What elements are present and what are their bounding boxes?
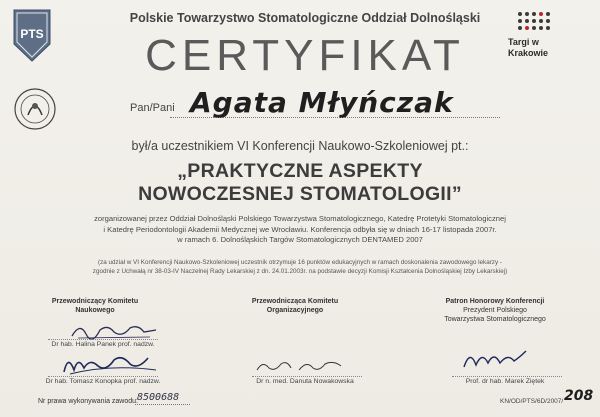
license-number-value: 8500688: [137, 392, 180, 403]
handwritten-number: 208: [564, 388, 594, 404]
organizer-paragraph: [30, 214, 570, 246]
signer-zietek: Prof. dr hab. Marek Ziętek: [465, 378, 545, 385]
society-name: Polskie Towarzystwo Stomatologiczne Oddział Dolnośląski: [129, 11, 481, 25]
patron-title-line3: Towarzystwa Stomatologicznego: [444, 316, 546, 323]
points-note: [40, 259, 560, 276]
license-number-line: [135, 404, 190, 405]
reference-code: KN/OD/PTS/6D/2007/: [500, 398, 564, 405]
license-number-label: Nr prawa wykonywania zawodu:: [38, 398, 138, 405]
organizing-committee-title: [230, 297, 360, 315]
organizer-line2: i Katedrę Periodontologii Akademii Medycznej we Wrocławiu. Konferencja odbyła się w dniach 16-17 listopada 2007r.: [103, 224, 497, 234]
signature-line-4: [452, 376, 562, 377]
signature-line-2: [48, 376, 158, 377]
signer-panek: Dr hab. Halina Panek prof. nadzw.: [51, 341, 155, 348]
organizing-title-line1: Przewodnicząca Komitetu: [251, 298, 339, 305]
organizer-line3: w ramach 6. Dolnośląskich Targów Stomatologicznych DENTAMED 2007: [177, 235, 423, 244]
targi-logo-text: Targi w Krakowie: [508, 37, 549, 58]
name-underline: [170, 117, 500, 118]
organizer-line1: zorganizowanej przez Oddział Dolnośląski Polskiego Towarzystwa Stomatologicznego, Katedrę Protetyki Stomatologicznej: [94, 214, 506, 223]
patron-title-line2: Prezydent Polskiego: [463, 307, 527, 314]
round-seal-icon: [13, 87, 57, 131]
pts-logo-text: PTS: [20, 27, 44, 41]
points-line2: zgodnie z Uchwałą nr 38-03-IV Naczelnej Rady Lekarskiej z dn. 24.01.2003r. na podstawie decyzji Komisji Kształcenia Dolnośląskiej Izby Lekarskiej): [92, 267, 508, 275]
points-line1: (za udział w VI Konferencji Naukowo-Szkoleniowej uczestnik otrzymuje 16 punktów edukacyjnych w ramach doskonalenia zawodowego lekarzy -: [98, 259, 502, 266]
recipient-name: Agata Młyńczak: [190, 86, 454, 119]
signature-zietek-icon: [460, 345, 530, 373]
conference-title-line1: „PRAKTYCZNE ASPEKTY: [177, 160, 423, 182]
signature-nowakowska-icon: [255, 356, 345, 376]
signature-konopka-icon: [60, 350, 160, 378]
signer-nowakowska: Dr n. med. Danuta Nowakowska: [256, 378, 354, 385]
targi-dots-icon: [516, 10, 556, 36]
conference-title: [60, 160, 540, 206]
participant-text: był/a uczestnikiem VI Konferencji Naukowo-Szkoleniowej pt.:: [131, 139, 469, 153]
signer-konopka: Dr hab. Tomasz Konopka prof. nadzw.: [45, 378, 161, 385]
pts-logo-icon: [12, 8, 52, 63]
certificate-title: CERTYFIKAT: [145, 31, 465, 80]
organizing-title-line2: Organizacyjnego: [266, 307, 324, 314]
patron-title: [420, 297, 570, 324]
signature-line-1: [48, 339, 158, 340]
signature-line-3: [252, 376, 362, 377]
patron-title-line1: Patron Honorowy Konferencji: [445, 298, 545, 305]
scientific-title-line2: Naukowego: [75, 307, 115, 314]
conference-title-line2: NOWOCZESNEJ STOMATOLOGII”: [138, 183, 462, 205]
scientific-committee-title: [30, 297, 160, 315]
scientific-title-line1: Przewodniczący Komitetu: [51, 298, 139, 305]
recipient-label: Pan/Pani: [130, 102, 175, 114]
